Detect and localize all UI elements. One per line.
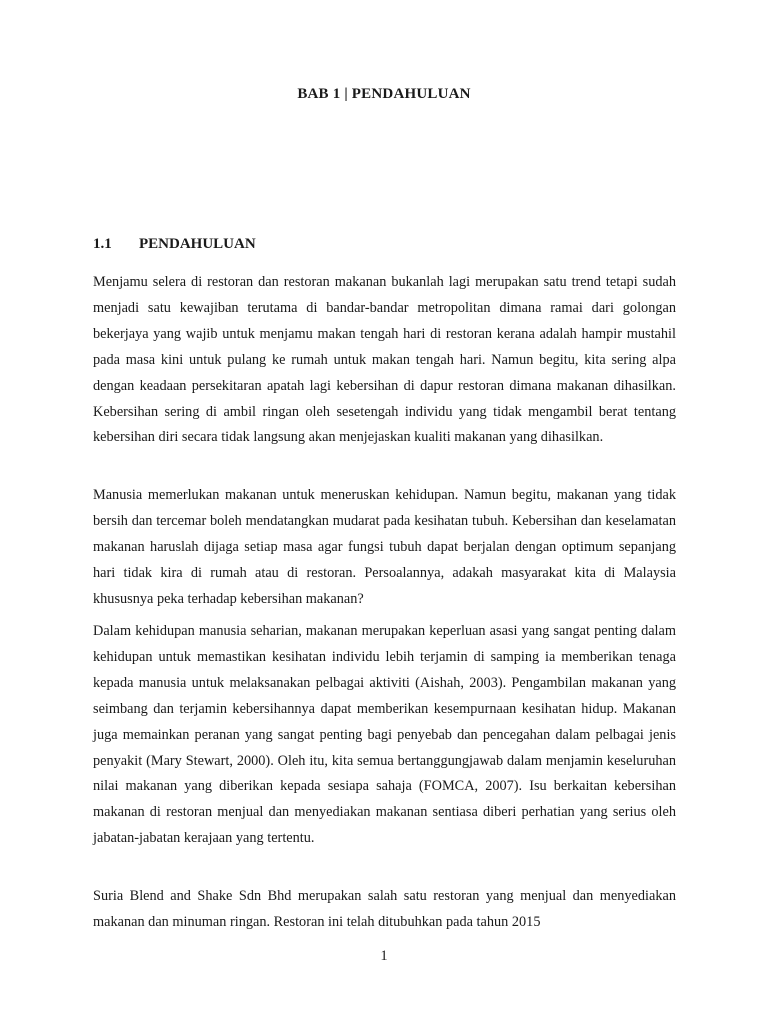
page-number: 1 [380,948,388,964]
section-heading [93,236,256,253]
section-number: 1.1 [93,236,112,252]
paragraph-1: Menjamu selera di restoran dan restoran makanan bukanlah lagi merupakan satu trend tetapi sudah menjadi satu kewajiban terutama di bandar-bandar metropolitan dimana ramai dari golongan bekerjaya yang wajib untuk menjamu makan tengah hari di restoran kerana adalah hampir mustahil pada masa kini untuk pulang ke rumah untuk makan tengah hari. Namun begitu, kita sering alpa dengan keadaan persekitaran apatah lagi kebersihan di dapur restoran dimana makanan dihasilkan. Kebersihan sering di ambil ringan oleh sesetengah individu yang tidak mengambil berat tentang kebersihan diri secara tidak langsung akan menjejaskan kualiti makanan yang dihasilkan. [93,274,676,446]
paragraph-3: Dalam kehidupan manusia seharian, makanan merupakan keperluan asasi yang sangat penting dalam kehidupan untuk memastikan kesihatan individu lebih terjamin di samping ia memberikan tenaga kepada manusia untuk melaksanakan pelbagai aktiviti (Aishah, 2003). Pengambilan makanan yang seimbang dan terjamin kebersihannya dapat memberikan kesempurnaan kesihatan hidup. Makanan juga memainkan peranan yang sangat penting bagi penyebab dan pencegahan dalam pelbagai jenis penyakit (Mary Stewart, 2000). Oleh itu, kita semua bertanggungjawab dalam menjamin keseluruhan nilai makanan yang diberikan kepada sesiapa sahaja (FOMCA, 2007). Isu berkaitan kebersihan makanan di restoran menjual dan menyediakan makanan sentiasa diberi perhatian yang serius oleh jabatan-jabatan kerajaan yang tertentu. [93,623,676,847]
section-title: PENDAHULUAN [139,236,256,252]
paragraph-2: Manusia memerlukan makanan untuk meneruskan kehidupan. Namun begitu, makanan yang tidak bersih dan tercemar boleh mendatangkan mudarat pada kesihatan tubuh. Kebersihan dan keselamatan makanan haruslah dijaga setiap masa agar fungsi tubuh dapat berjalan dengan optimum sepanjang hari tidak kira di rumah atau di restoran. Persoalannya, adakah masyarakat kita di Malaysia khususnya peka terhadap kebersihan makanan? [93,487,676,607]
paragraph-4: Suria Blend and Shake Sdn Bhd merupakan salah satu restoran yang menjual dan menyediakan makanan dan minuman ringan. Restoran ini telah ditubuhkan pada tahun 2015 [93,888,676,930]
chapter-title: BAB 1 | PENDAHULUAN [297,86,471,102]
